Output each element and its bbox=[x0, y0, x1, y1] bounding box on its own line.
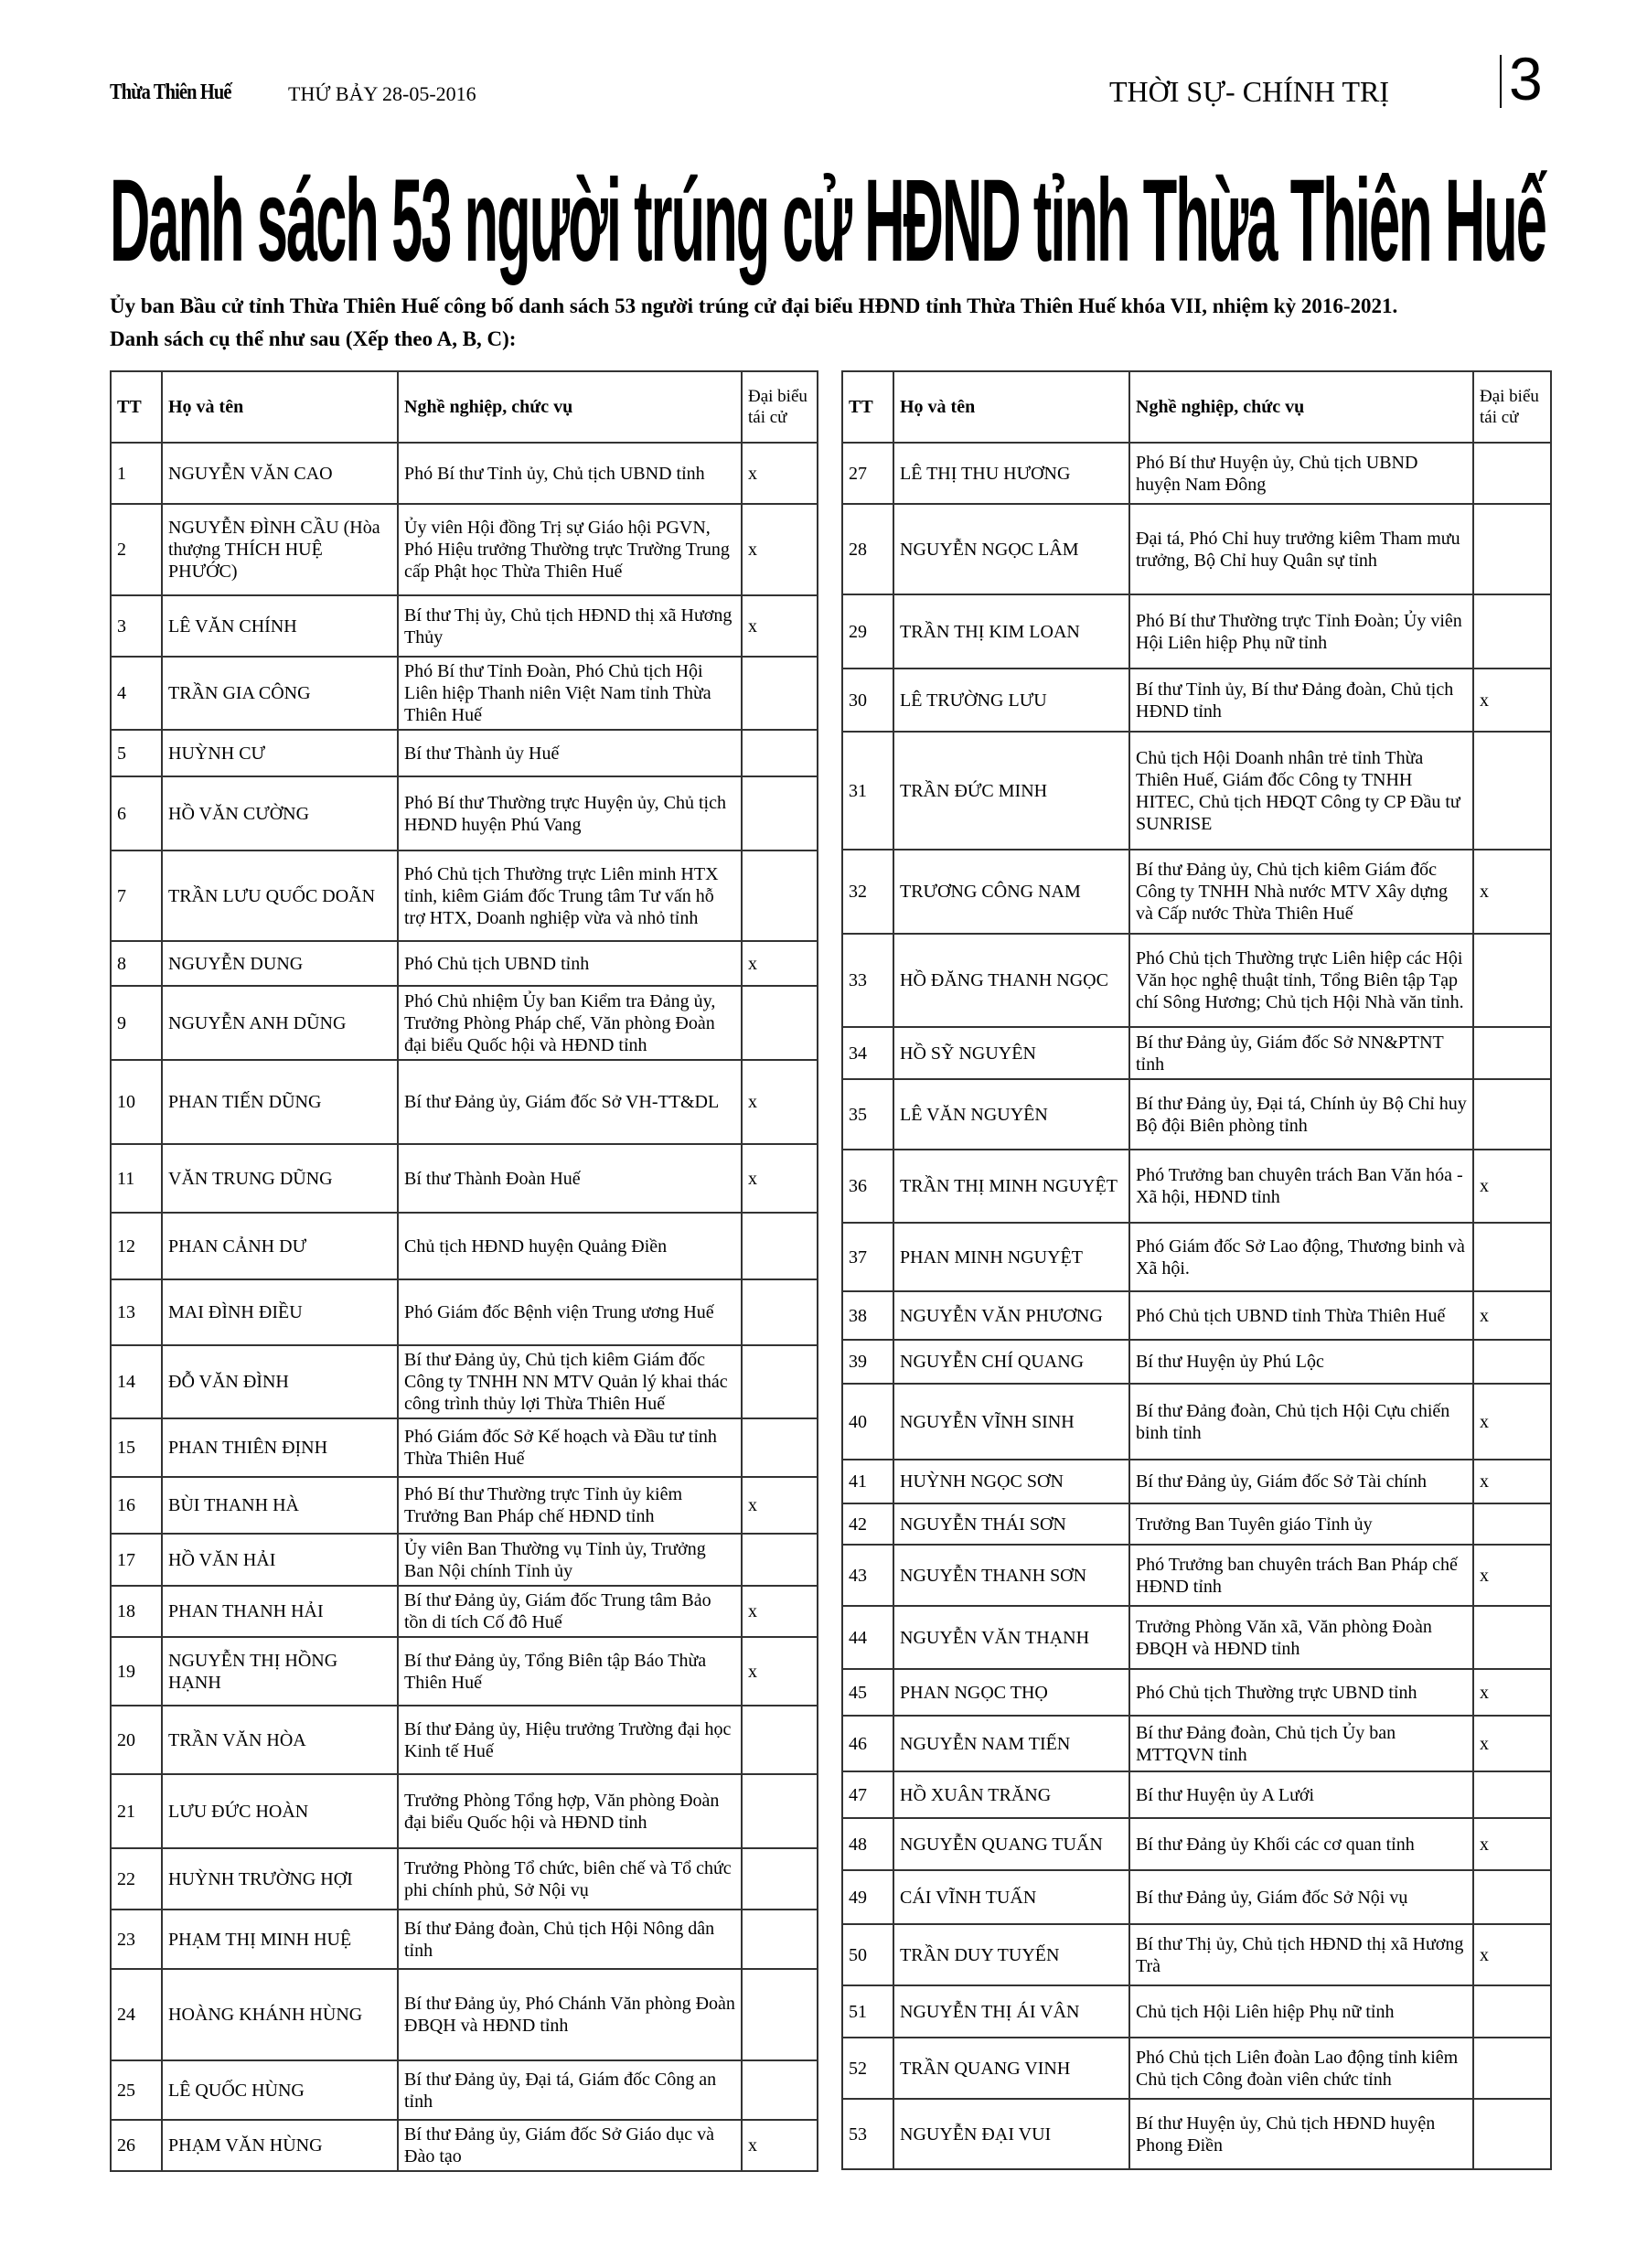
table-row bbox=[111, 1534, 818, 1586]
cell-re-elected: x bbox=[1473, 1150, 1551, 1223]
cell-name: NGUYỄN THỊ HỒNG HẠNH bbox=[162, 1637, 398, 1706]
cell-position: Phó Giám đốc Bệnh viện Trung ương Huế bbox=[398, 1279, 742, 1345]
cell-tt: 45 bbox=[842, 1669, 893, 1716]
cell-re-elected: x bbox=[742, 1586, 818, 1637]
cell-name: NGUYỄN VĂN PHƯƠNG bbox=[893, 1291, 1129, 1340]
cell-position: Phó Giám đốc Sở Lao động, Thương binh và Xã hội. bbox=[1129, 1223, 1473, 1291]
cell-tt: 37 bbox=[842, 1223, 893, 1291]
cell-position: Phó Trưởng ban chuyên trách Ban Pháp chế HĐND tỉnh bbox=[1129, 1545, 1473, 1606]
cell-position: Phó Chủ tịch UBND tỉnh bbox=[398, 941, 742, 986]
cell-re-elected bbox=[742, 730, 818, 776]
cell-re-elected bbox=[1473, 1503, 1551, 1545]
table-row bbox=[111, 595, 818, 657]
cell-name: PHAN TIẾN DŨNG bbox=[162, 1060, 398, 1144]
cell-name: TRẦN GIA CÔNG bbox=[162, 657, 398, 730]
cell-position: Bí thư Thành ủy Huế bbox=[398, 730, 742, 776]
cell-tt: 13 bbox=[111, 1279, 162, 1345]
cell-re-elected: x bbox=[1473, 1924, 1551, 1985]
cell-tt: 48 bbox=[842, 1818, 893, 1870]
cell-tt: 39 bbox=[842, 1340, 893, 1384]
cell-re-elected bbox=[1473, 732, 1551, 850]
cell-re-elected bbox=[742, 776, 818, 850]
cell-tt: 34 bbox=[842, 1027, 893, 1079]
cell-re-elected: x bbox=[1473, 1669, 1551, 1716]
cell-tt: 24 bbox=[111, 1969, 162, 2060]
cell-tt: 35 bbox=[842, 1079, 893, 1150]
cell-re-elected bbox=[742, 2060, 818, 2120]
cell-position: Bí thư Đảng ủy, Giám đốc Sở Tài chính bbox=[1129, 1460, 1473, 1503]
cell-position: Bí thư Đảng ủy, Giám đốc Sở Giáo dục và Đào tạo bbox=[398, 2120, 742, 2171]
table-row bbox=[842, 2099, 1551, 2169]
cell-re-elected bbox=[1473, 2099, 1551, 2169]
cell-name: MAI ĐÌNH ĐIỀU bbox=[162, 1279, 398, 1345]
cell-tt: 38 bbox=[842, 1291, 893, 1340]
cell-re-elected bbox=[1473, 1870, 1551, 1924]
cell-tt: 28 bbox=[842, 504, 893, 594]
cell-position: Phó Chủ tịch Thường trực Liên minh HTX tỉnh, kiêm Giám đốc Trung tâm Tư vấn hỗ trợ HTX, Doanh nghiệp vừa và nhỏ tỉnh bbox=[398, 850, 742, 941]
cell-name: NGUYỄN DUNG bbox=[162, 941, 398, 986]
cell-name: TRƯƠNG CÔNG NAM bbox=[893, 850, 1129, 934]
cell-re-elected bbox=[742, 1418, 818, 1477]
cell-re-elected bbox=[742, 1706, 818, 1774]
cell-name: NGUYỄN VĂN CAO bbox=[162, 443, 398, 504]
cell-tt: 30 bbox=[842, 669, 893, 732]
cell-name: HOÀNG KHÁNH HÙNG bbox=[162, 1969, 398, 2060]
table-row bbox=[111, 1279, 818, 1345]
cell-position: Phó Chủ tịch Liên đoàn Lao động tỉnh kiêm Chủ tịch Công đoàn viên chức tỉnh bbox=[1129, 2038, 1473, 2099]
table-row bbox=[111, 1345, 818, 1418]
cell-name: TRẦN VĂN HÒA bbox=[162, 1706, 398, 1774]
cell-name: HỒ VĂN CƯỜNG bbox=[162, 776, 398, 850]
table-row bbox=[842, 1606, 1551, 1669]
results-table-right bbox=[841, 370, 1552, 2170]
cell-position: Ủy viên Hội đồng Trị sự Giáo hội PGVN, Phó Hiệu trưởng Thường trực Trường Trung cấp Phật học Thừa Thiên Huế bbox=[398, 504, 742, 595]
newspaper-name: Thừa Thiên Huế bbox=[110, 80, 231, 104]
table-row bbox=[111, 986, 818, 1060]
cell-tt: 40 bbox=[842, 1384, 893, 1460]
table-row bbox=[111, 1418, 818, 1477]
cell-name: HỒ VĂN HẢI bbox=[162, 1534, 398, 1586]
cell-position: Bí thư Đảng ủy, Phó Chánh Văn phòng Đoàn ĐBQH và HĐND tỉnh bbox=[398, 1969, 742, 2060]
cell-re-elected bbox=[1473, 443, 1551, 504]
cell-tt: 7 bbox=[111, 850, 162, 941]
cell-tt: 49 bbox=[842, 1870, 893, 1924]
cell-re-elected: x bbox=[1473, 1384, 1551, 1460]
cell-name: LƯU ĐỨC HOÀN bbox=[162, 1774, 398, 1848]
cell-name: NGUYỄN THỊ ÁI VÂN bbox=[893, 1985, 1129, 2038]
page-number: 3 bbox=[1509, 45, 1543, 112]
cell-re-elected bbox=[1473, 1340, 1551, 1384]
cell-name: HỒ ĐĂNG THANH NGỌC bbox=[893, 934, 1129, 1027]
table-row bbox=[842, 594, 1551, 669]
cell-position: Bí thư Đảng ủy, Giám đốc Sở NN&PTNT tỉnh bbox=[1129, 1027, 1473, 1079]
table-row bbox=[111, 1586, 818, 1637]
cell-re-elected bbox=[742, 1345, 818, 1418]
table-row bbox=[111, 1213, 818, 1279]
cell-position: Phó Chủ tịch Thường trực UBND tỉnh bbox=[1129, 1669, 1473, 1716]
cell-position: Trưởng Phòng Văn xã, Văn phòng Đoàn ĐBQH và HĐND tỉnh bbox=[1129, 1606, 1473, 1669]
cell-tt: 6 bbox=[111, 776, 162, 850]
cell-re-elected bbox=[1473, 594, 1551, 669]
issue-date: THỨ BẢY 28-05-2016 bbox=[288, 82, 476, 105]
cell-re-elected: x bbox=[1473, 1545, 1551, 1606]
table-row bbox=[842, 669, 1551, 732]
cell-tt: 25 bbox=[111, 2060, 162, 2120]
results-table-left bbox=[110, 370, 818, 2172]
cell-name: NGUYỄN NAM TIẾN bbox=[893, 1716, 1129, 1771]
table-row bbox=[842, 1027, 1551, 1079]
cell-name: NGUYỄN ANH DŨNG bbox=[162, 986, 398, 1060]
cell-tt: 16 bbox=[111, 1477, 162, 1534]
cell-position: Phó Bí thư Thường trực Tỉnh Đoàn; Ủy viên Hội Liên hiệp Phụ nữ tỉnh bbox=[1129, 594, 1473, 669]
cell-tt: 3 bbox=[111, 595, 162, 657]
intro-text: Danh sách cụ thể như sau (Xếp theo A, B, C): bbox=[110, 327, 517, 350]
cell-tt: 18 bbox=[111, 1586, 162, 1637]
cell-position: Bí thư Thị ủy, Chủ tịch HĐND thị xã Hương Thủy bbox=[398, 595, 742, 657]
cell-tt: 29 bbox=[842, 594, 893, 669]
cell-position: Bí thư Đảng ủy, Giám đốc Sở Nội vụ bbox=[1129, 1870, 1473, 1924]
table-row bbox=[111, 730, 818, 776]
cell-re-elected: x bbox=[742, 1144, 818, 1213]
cell-name: NGUYỄN QUANG TUẤN bbox=[893, 1818, 1129, 1870]
cell-re-elected bbox=[1473, 1223, 1551, 1291]
table-row bbox=[842, 1771, 1551, 1818]
cell-tt: 22 bbox=[111, 1848, 162, 1910]
cell-tt: 23 bbox=[111, 1910, 162, 1969]
cell-tt: 27 bbox=[842, 443, 893, 504]
cell-position: Bí thư Đảng ủy, Giám đốc Sở VH-TT&DL bbox=[398, 1060, 742, 1144]
cell-position: Bí thư Tỉnh ủy, Bí thư Đảng đoàn, Chủ tịch HĐND tỉnh bbox=[1129, 669, 1473, 732]
cell-name: ĐỖ VĂN ĐÌNH bbox=[162, 1345, 398, 1418]
table-row bbox=[111, 1848, 818, 1910]
column-header-name: Họ và tên bbox=[893, 371, 1129, 443]
cell-name: LÊ TRƯỜNG LƯU bbox=[893, 669, 1129, 732]
cell-tt: 43 bbox=[842, 1545, 893, 1606]
intro-text: Ủy ban Bầu cử tỉnh Thừa Thiên Huế công bố danh sách 53 người trúng cử đại biểu HĐND tỉnh Thừa Thiên Huế khóa VII, nhiệm kỳ 2016-2021. bbox=[110, 294, 1398, 317]
cell-re-elected bbox=[742, 986, 818, 1060]
table-row bbox=[111, 1637, 818, 1706]
cell-name: PHAN THIÊN ĐỊNH bbox=[162, 1418, 398, 1477]
cell-position: Chủ tịch Hội Liên hiệp Phụ nữ tỉnh bbox=[1129, 1985, 1473, 2038]
table-row bbox=[111, 2060, 818, 2120]
cell-name: TRẦN THỊ KIM LOAN bbox=[893, 594, 1129, 669]
column-header-tt: TT bbox=[111, 371, 162, 443]
cell-re-elected bbox=[1473, 1771, 1551, 1818]
cell-tt: 21 bbox=[111, 1774, 162, 1848]
cell-position: Bí thư Đảng ủy, Đại tá, Chính ủy Bộ Chỉ huy Bộ đội Biên phòng tỉnh bbox=[1129, 1079, 1473, 1150]
table-row bbox=[111, 2120, 818, 2171]
table-row bbox=[842, 1150, 1551, 1223]
cell-name: NGUYỄN THANH SƠN bbox=[893, 1545, 1129, 1606]
cell-re-elected bbox=[1473, 2038, 1551, 2099]
cell-position: Phó Bí thư Tỉnh ủy, Chủ tịch UBND tỉnh bbox=[398, 443, 742, 504]
cell-tt: 14 bbox=[111, 1345, 162, 1418]
cell-name: CÁI VĨNH TUẤN bbox=[893, 1870, 1129, 1924]
cell-tt: 12 bbox=[111, 1213, 162, 1279]
cell-name: PHẠM VĂN HÙNG bbox=[162, 2120, 398, 2171]
table-row bbox=[842, 1223, 1551, 1291]
cell-name: TRẦN THỊ MINH NGUYỆT bbox=[893, 1150, 1129, 1223]
cell-position: Bí thư Đảng ủy, Hiệu trưởng Trường đại học Kinh tế Huế bbox=[398, 1706, 742, 1774]
section-name: THỜI SỰ- CHÍNH TRỊ bbox=[1109, 75, 1389, 108]
cell-re-elected bbox=[1473, 1079, 1551, 1150]
cell-name: PHAN NGỌC THỌ bbox=[893, 1669, 1129, 1716]
cell-re-elected: x bbox=[1473, 1716, 1551, 1771]
cell-name: TRẦN LƯU QUỐC DOÃN bbox=[162, 850, 398, 941]
cell-position: Phó Chủ nhiệm Ủy ban Kiểm tra Đảng ủy, Trưởng Phòng Pháp chế, Văn phòng Đoàn đại biểu Quốc hội và HĐND tỉnh bbox=[398, 986, 742, 1060]
cell-position: Phó Trưởng ban chuyên trách Ban Văn hóa - Xã hội, HĐND tỉnh bbox=[1129, 1150, 1473, 1223]
cell-tt: 10 bbox=[111, 1060, 162, 1144]
column-header-position: Nghề nghiệp, chức vụ bbox=[398, 371, 742, 443]
cell-tt: 42 bbox=[842, 1503, 893, 1545]
cell-tt: 47 bbox=[842, 1771, 893, 1818]
cell-position: Trưởng Phòng Tổ chức, biên chế và Tổ chức phi chính phủ, Sở Nội vụ bbox=[398, 1848, 742, 1910]
cell-tt: 19 bbox=[111, 1637, 162, 1706]
cell-tt: 5 bbox=[111, 730, 162, 776]
cell-re-elected bbox=[742, 1213, 818, 1279]
cell-re-elected: x bbox=[742, 595, 818, 657]
table-header bbox=[842, 371, 1551, 443]
cell-tt: 46 bbox=[842, 1716, 893, 1771]
cell-tt: 41 bbox=[842, 1460, 893, 1503]
column-header-position: Nghề nghiệp, chức vụ bbox=[1129, 371, 1473, 443]
cell-position: Bí thư Đảng ủy, Chủ tịch kiêm Giám đốc Công ty TNHH Nhà nước MTV Xây dựng và Cấp nước Thừa Thiên Huế bbox=[1129, 850, 1473, 934]
table-row bbox=[842, 504, 1551, 594]
cell-tt: 1 bbox=[111, 443, 162, 504]
table-row bbox=[842, 1669, 1551, 1716]
cell-re-elected: x bbox=[1473, 1818, 1551, 1870]
cell-re-elected: x bbox=[742, 941, 818, 986]
cell-name: LÊ VĂN NGUYÊN bbox=[893, 1079, 1129, 1150]
table-row bbox=[111, 941, 818, 986]
cell-position: Bí thư Đảng ủy Khối các cơ quan tỉnh bbox=[1129, 1818, 1473, 1870]
cell-re-elected: x bbox=[1473, 1460, 1551, 1503]
table-header bbox=[111, 371, 818, 443]
table-row bbox=[842, 1870, 1551, 1924]
cell-tt: 33 bbox=[842, 934, 893, 1027]
column-header-tt: TT bbox=[842, 371, 893, 443]
cell-tt: 31 bbox=[842, 732, 893, 850]
cell-position: Bí thư Đảng đoàn, Chủ tịch Hội Cựu chiến binh tỉnh bbox=[1129, 1384, 1473, 1460]
table-row bbox=[111, 1969, 818, 2060]
cell-re-elected bbox=[1473, 934, 1551, 1027]
table-row bbox=[842, 1503, 1551, 1545]
cell-position: Bí thư Đảng đoàn, Chủ tịch Ủy ban MTTQVN tỉnh bbox=[1129, 1716, 1473, 1771]
cell-position: Bí thư Đảng ủy, Giám đốc Trung tâm Bảo tồn di tích Cố đô Huế bbox=[398, 1586, 742, 1637]
cell-name: TRẦN ĐỨC MINH bbox=[893, 732, 1129, 850]
cell-name: PHAN THANH HẢI bbox=[162, 1586, 398, 1637]
cell-tt: 15 bbox=[111, 1418, 162, 1477]
table-row bbox=[111, 1060, 818, 1144]
cell-re-elected: x bbox=[742, 1637, 818, 1706]
cell-position: Ủy viên Ban Thường vụ Tỉnh ủy, Trưởng Ban Nội chính Tỉnh ủy bbox=[398, 1534, 742, 1586]
cell-name: TRẦN QUANG VINH bbox=[893, 2038, 1129, 2099]
cell-position: Trưởng Phòng Tổng hợp, Văn phòng Đoàn đại biểu Quốc hội và HĐND tỉnh bbox=[398, 1774, 742, 1848]
cell-name: PHAN MINH NGUYỆT bbox=[893, 1223, 1129, 1291]
cell-re-elected bbox=[742, 1534, 818, 1586]
table-row bbox=[111, 443, 818, 504]
cell-tt: 50 bbox=[842, 1924, 893, 1985]
cell-re-elected: x bbox=[742, 504, 818, 595]
cell-name: NGUYỄN VĂN THẠNH bbox=[893, 1606, 1129, 1669]
table-row bbox=[842, 443, 1551, 504]
table-row bbox=[111, 1477, 818, 1534]
table-row bbox=[842, 1291, 1551, 1340]
cell-name: HỒ XUÂN TRĂNG bbox=[893, 1771, 1129, 1818]
table-row bbox=[842, 1818, 1551, 1870]
cell-name: PHAN CẢNH DƯ bbox=[162, 1213, 398, 1279]
cell-name: NGUYỄN ĐÌNH CẦU (Hòa thượng THÍCH HUỆ PHƯỚC) bbox=[162, 504, 398, 595]
table-row bbox=[111, 504, 818, 595]
table-row bbox=[111, 1774, 818, 1848]
column-header-re-elected: Đại biểu tái cử bbox=[742, 371, 818, 443]
cell-position: Phó Bí thư Thường trực Huyện ủy, Chủ tịch HĐND huyện Phú Vang bbox=[398, 776, 742, 850]
cell-position: Phó Chủ tịch Thường trực Liên hiệp các Hội Văn học nghệ thuật tỉnh, Tổng Biên tập Tạp chí Sông Hương; Chủ tịch Hội Nhà văn tỉnh. bbox=[1129, 934, 1473, 1027]
cell-position: Bí thư Đảng đoàn, Chủ tịch Hội Nông dân tỉnh bbox=[398, 1910, 742, 1969]
table-row bbox=[111, 776, 818, 850]
headline: Danh sách 53 người trúng cử HĐND tỉnh Thừa Thiên Huế bbox=[110, 155, 1545, 286]
cell-tt: 11 bbox=[111, 1144, 162, 1213]
cell-re-elected bbox=[742, 1848, 818, 1910]
table-row bbox=[842, 850, 1551, 934]
cell-name: NGUYỄN NGỌC LÂM bbox=[893, 504, 1129, 594]
cell-tt: 36 bbox=[842, 1150, 893, 1223]
cell-position: Chủ tịch HĐND huyện Quảng Điền bbox=[398, 1213, 742, 1279]
table-row bbox=[842, 732, 1551, 850]
cell-name: NGUYỄN CHÍ QUANG bbox=[893, 1340, 1129, 1384]
cell-name: HUỲNH CƯ bbox=[162, 730, 398, 776]
cell-position: Bí thư Huyện ủy, Chủ tịch HĐND huyện Phong Điền bbox=[1129, 2099, 1473, 2169]
cell-name: LÊ THỊ THU HƯƠNG bbox=[893, 443, 1129, 504]
cell-re-elected: x bbox=[1473, 850, 1551, 934]
cell-position: Phó Chủ tịch UBND tỉnh Thừa Thiên Huế bbox=[1129, 1291, 1473, 1340]
cell-name: HỒ SỸ NGUYÊN bbox=[893, 1027, 1129, 1079]
cell-position: Bí thư Đảng ủy, Đại tá, Giám đốc Công an tỉnh bbox=[398, 2060, 742, 2120]
cell-re-elected bbox=[742, 1279, 818, 1345]
cell-re-elected: x bbox=[742, 1477, 818, 1534]
cell-tt: 2 bbox=[111, 504, 162, 595]
cell-tt: 44 bbox=[842, 1606, 893, 1669]
cell-position: Đại tá, Phó Chỉ huy trưởng kiêm Tham mưu trưởng, Bộ Chỉ huy Quân sự tỉnh bbox=[1129, 504, 1473, 594]
cell-re-elected: x bbox=[1473, 1291, 1551, 1340]
cell-re-elected bbox=[742, 657, 818, 730]
cell-tt: 32 bbox=[842, 850, 893, 934]
cell-re-elected bbox=[742, 850, 818, 941]
cell-re-elected bbox=[1473, 1606, 1551, 1669]
cell-re-elected bbox=[1473, 1027, 1551, 1079]
cell-name: HUỲNH NGỌC SƠN bbox=[893, 1460, 1129, 1503]
cell-tt: 53 bbox=[842, 2099, 893, 2169]
cell-tt: 9 bbox=[111, 986, 162, 1060]
cell-name: NGUYỄN VĨNH SINH bbox=[893, 1384, 1129, 1460]
cell-name: LÊ QUỐC HÙNG bbox=[162, 2060, 398, 2120]
page-divider bbox=[1500, 55, 1502, 108]
cell-name: BÙI THANH HÀ bbox=[162, 1477, 398, 1534]
cell-tt: 20 bbox=[111, 1706, 162, 1774]
cell-name: NGUYỄN ĐẠI VUI bbox=[893, 2099, 1129, 2169]
cell-re-elected bbox=[742, 1774, 818, 1848]
cell-re-elected bbox=[1473, 1985, 1551, 2038]
cell-re-elected bbox=[742, 1969, 818, 2060]
cell-position: Bí thư Đảng ủy, Tổng Biên tập Báo Thừa Thiên Huế bbox=[398, 1637, 742, 1706]
table-row bbox=[111, 1144, 818, 1213]
cell-re-elected: x bbox=[742, 1060, 818, 1144]
cell-re-elected: x bbox=[742, 443, 818, 504]
table-row bbox=[842, 1716, 1551, 1771]
cell-position: Phó Bí thư Tỉnh Đoàn, Phó Chủ tịch Hội Liên hiệp Thanh niên Việt Nam tỉnh Thừa Thiên Huế bbox=[398, 657, 742, 730]
table-row bbox=[111, 1706, 818, 1774]
cell-re-elected: x bbox=[742, 2120, 818, 2171]
column-header-name: Họ và tên bbox=[162, 371, 398, 443]
cell-position: Bí thư Thành Đoàn Huế bbox=[398, 1144, 742, 1213]
cell-position: Phó Bí thư Huyện ủy, Chủ tịch UBND huyện Nam Đông bbox=[1129, 443, 1473, 504]
cell-position: Bí thư Huyện ủy A Lưới bbox=[1129, 1771, 1473, 1818]
cell-tt: 4 bbox=[111, 657, 162, 730]
cell-position: Bí thư Thị ủy, Chủ tịch HĐND thị xã Hương Trà bbox=[1129, 1924, 1473, 1985]
table-row bbox=[842, 1985, 1551, 2038]
cell-re-elected: x bbox=[1473, 669, 1551, 732]
column-header-re-elected: Đại biểu tái cử bbox=[1473, 371, 1551, 443]
table-row bbox=[111, 850, 818, 941]
cell-position: Phó Giám đốc Sở Kế hoạch và Đầu tư tỉnh Thừa Thiên Huế bbox=[398, 1418, 742, 1477]
table-row bbox=[842, 1384, 1551, 1460]
table-row bbox=[842, 1079, 1551, 1150]
cell-tt: 17 bbox=[111, 1534, 162, 1586]
cell-name: PHẠM THỊ MINH HUỆ bbox=[162, 1910, 398, 1969]
cell-name: VĂN TRUNG DŨNG bbox=[162, 1144, 398, 1213]
cell-name: TRẦN DUY TUYẾN bbox=[893, 1924, 1129, 1985]
cell-re-elected bbox=[742, 1910, 818, 1969]
table-row bbox=[842, 1460, 1551, 1503]
cell-tt: 51 bbox=[842, 1985, 893, 2038]
table-row bbox=[842, 1545, 1551, 1606]
table-row bbox=[111, 657, 818, 730]
cell-position: Trưởng Ban Tuyên giáo Tỉnh ủy bbox=[1129, 1503, 1473, 1545]
table-row bbox=[842, 934, 1551, 1027]
cell-position: Bí thư Huyện ủy Phú Lộc bbox=[1129, 1340, 1473, 1384]
cell-position: Phó Bí thư Thường trực Tỉnh ủy kiêm Trưởng Ban Pháp chế HĐND tỉnh bbox=[398, 1477, 742, 1534]
table-row bbox=[111, 1910, 818, 1969]
cell-tt: 8 bbox=[111, 941, 162, 986]
cell-name: HUỲNH TRƯỜNG HỢI bbox=[162, 1848, 398, 1910]
cell-tt: 52 bbox=[842, 2038, 893, 2099]
table-row bbox=[842, 1924, 1551, 1985]
table-row bbox=[842, 2038, 1551, 2099]
cell-position: Bí thư Đảng ủy, Chủ tịch kiêm Giám đốc Công ty TNHH NN MTV Quản lý khai thác công trình thủy lợi Thừa Thiên Huế bbox=[398, 1345, 742, 1418]
cell-name: NGUYỄN THÁI SƠN bbox=[893, 1503, 1129, 1545]
cell-name: LÊ VĂN CHÍNH bbox=[162, 595, 398, 657]
cell-tt: 26 bbox=[111, 2120, 162, 2171]
table-row bbox=[842, 1340, 1551, 1384]
cell-position: Chủ tịch Hội Doanh nhân trẻ tỉnh Thừa Thiên Huế, Giám đốc Công ty TNHH HITEC, Chủ tịch HĐQT Công ty CP Đầu tư SUNRISE bbox=[1129, 732, 1473, 850]
cell-re-elected bbox=[1473, 504, 1551, 594]
